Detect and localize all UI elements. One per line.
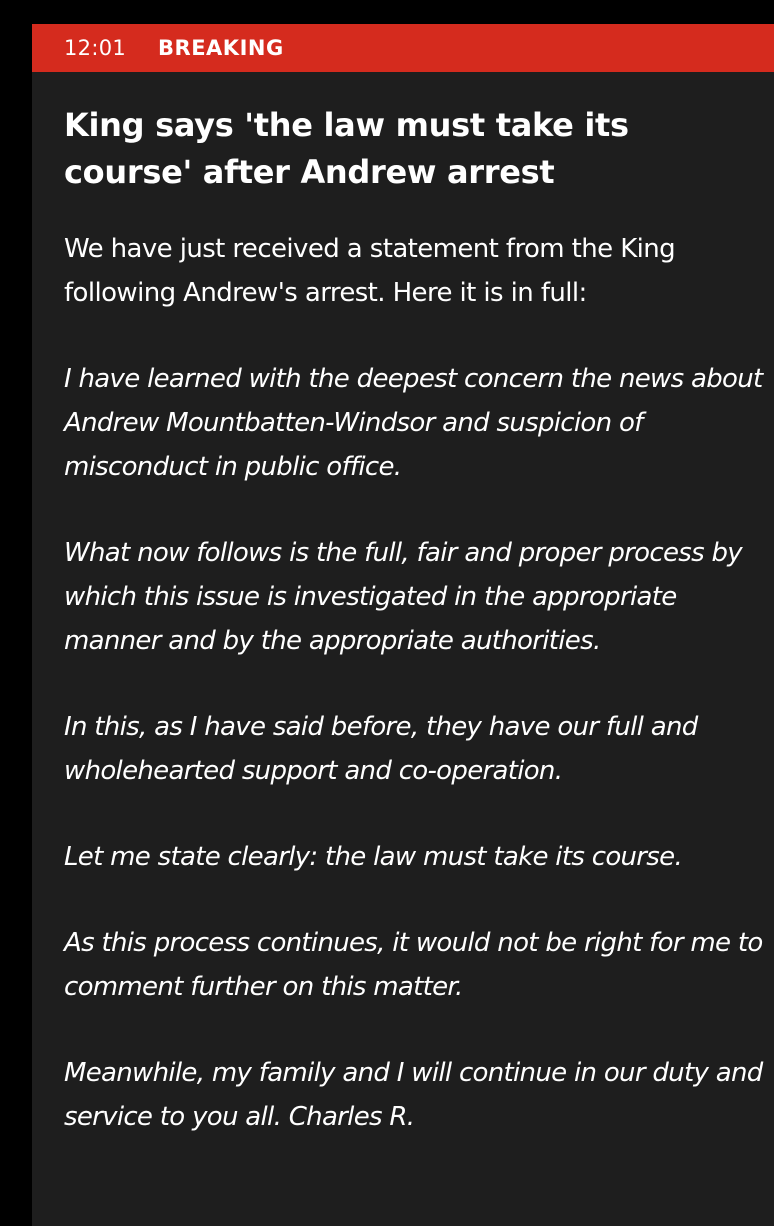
- statement-paragraph-3: In this, as I have said before, they have our full and wholehearted support and co-operation.: [64, 712, 698, 786]
- statement-paragraph-2: What now follows is the full, fair and proper process by which this issue is investigated in the appropriate manner and by the appropriate authorities.: [64, 538, 742, 656]
- statement-paragraph-4: Let me state clearly: the law must take its course.: [64, 842, 683, 872]
- update-content: [32, 72, 774, 1139]
- live-update-card: [32, 24, 774, 1226]
- intro-paragraph: We have just received a statement from the King following Andrew's arrest. Here it is in full:: [64, 234, 676, 308]
- update-headline: King says 'the law must take its course' after Andrew arrest: [64, 106, 629, 191]
- breaking-label: BREAKING: [158, 36, 284, 60]
- statement-paragraph-6: Meanwhile, my family and I will continue in our duty and service to you all. Charles R.: [64, 1058, 763, 1132]
- statement-paragraph-5: As this process continues, it would not be right for me to comment further on this matter.: [64, 928, 763, 1002]
- breaking-banner: [32, 24, 774, 72]
- statement-paragraph-1: I have learned with the deepest concern the news about Andrew Mountbatten-Windsor and suspicion of misconduct in public office.: [64, 364, 763, 482]
- update-timestamp: 12:01: [64, 36, 127, 60]
